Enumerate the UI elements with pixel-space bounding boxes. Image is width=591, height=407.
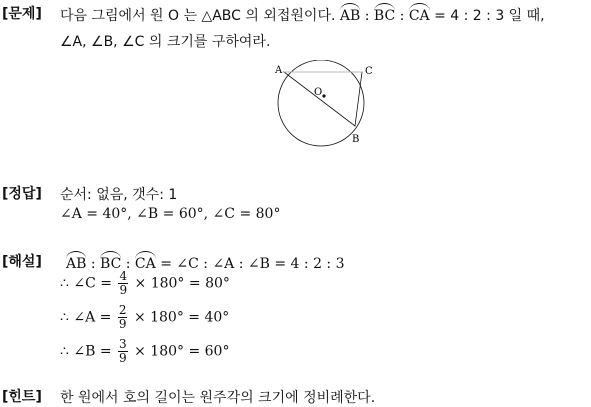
solution-arc-ca: CA [135, 253, 156, 272]
problem-line-1: 다음 그림에서 원 O 는 △ABC 의 외접원이다. AB : BC : CA = 4 : 2 : 3 일 때, [60, 5, 545, 25]
fraction-c-den: 9 [119, 283, 128, 297]
circle-figure [270, 60, 390, 150]
solution-c-label: ∴ ∠C = [60, 275, 117, 292]
solution-line-2 [60, 270, 230, 297]
problem-ratio: = 4 : 2 : 3 일 때, [429, 8, 545, 24]
problem-tag: [문제] [2, 6, 42, 22]
answer-line-1: 순서: 없음, 갯수: 1 [60, 187, 178, 203]
label-c: C [365, 66, 373, 77]
triangle-abc [284, 72, 362, 126]
solution-line-4 [60, 338, 229, 365]
solution-line-3 [60, 304, 229, 331]
fraction-a-num: 2 [118, 303, 127, 317]
solution-arc-ab: AB [66, 253, 86, 272]
problem-line-2: ∠A, ∠B, ∠C 의 크기를 구하여라. [60, 34, 271, 50]
solution-arc-bc: BC [100, 253, 121, 272]
solution-b-label: ∴ ∠B = [60, 343, 117, 360]
label-b: B [352, 134, 360, 145]
solution-a-label: ∴ ∠A = [60, 309, 116, 326]
label-a: A [275, 65, 283, 76]
center-point [322, 94, 325, 97]
solution-c-result: × 180° = 80° [134, 275, 230, 292]
fraction-b [118, 338, 128, 365]
solution-ratio: = ∠C : ∠A : ∠B = 4 : 2 : 3 [155, 256, 345, 272]
label-o: O [314, 87, 323, 98]
solution-tag: [해설] [2, 254, 42, 270]
solution-b-result: × 180° = 60° [134, 343, 230, 360]
fraction-c [118, 270, 128, 297]
solution-line-1: AB : BC : CA = ∠C : ∠A : ∠B = 4 : 2 : 3 [66, 253, 345, 272]
arc-ca: CA [409, 5, 430, 24]
hint-text: 한 원에서 호의 길이는 원주각의 크기에 정비례한다. [60, 390, 376, 406]
fraction-a-den: 9 [118, 317, 127, 331]
fraction-c-num: 4 [119, 269, 128, 283]
arc-ab: AB [340, 5, 360, 24]
answer-line-2: ∠A = 40°, ∠B = 60°, ∠C = 80° [60, 206, 281, 222]
answer-tag: [정답] [2, 186, 42, 202]
fraction-b-den: 9 [119, 351, 127, 365]
arc-bc: BC [374, 5, 395, 24]
fraction-a [118, 304, 128, 331]
solution-a-result: × 180° = 40° [133, 309, 230, 326]
fraction-b-num: 3 [119, 337, 127, 351]
problem-statement: 다음 그림에서 원 O 는 △ABC 의 외접원이다. [60, 8, 336, 24]
hint-tag: [힌트] [2, 389, 42, 405]
